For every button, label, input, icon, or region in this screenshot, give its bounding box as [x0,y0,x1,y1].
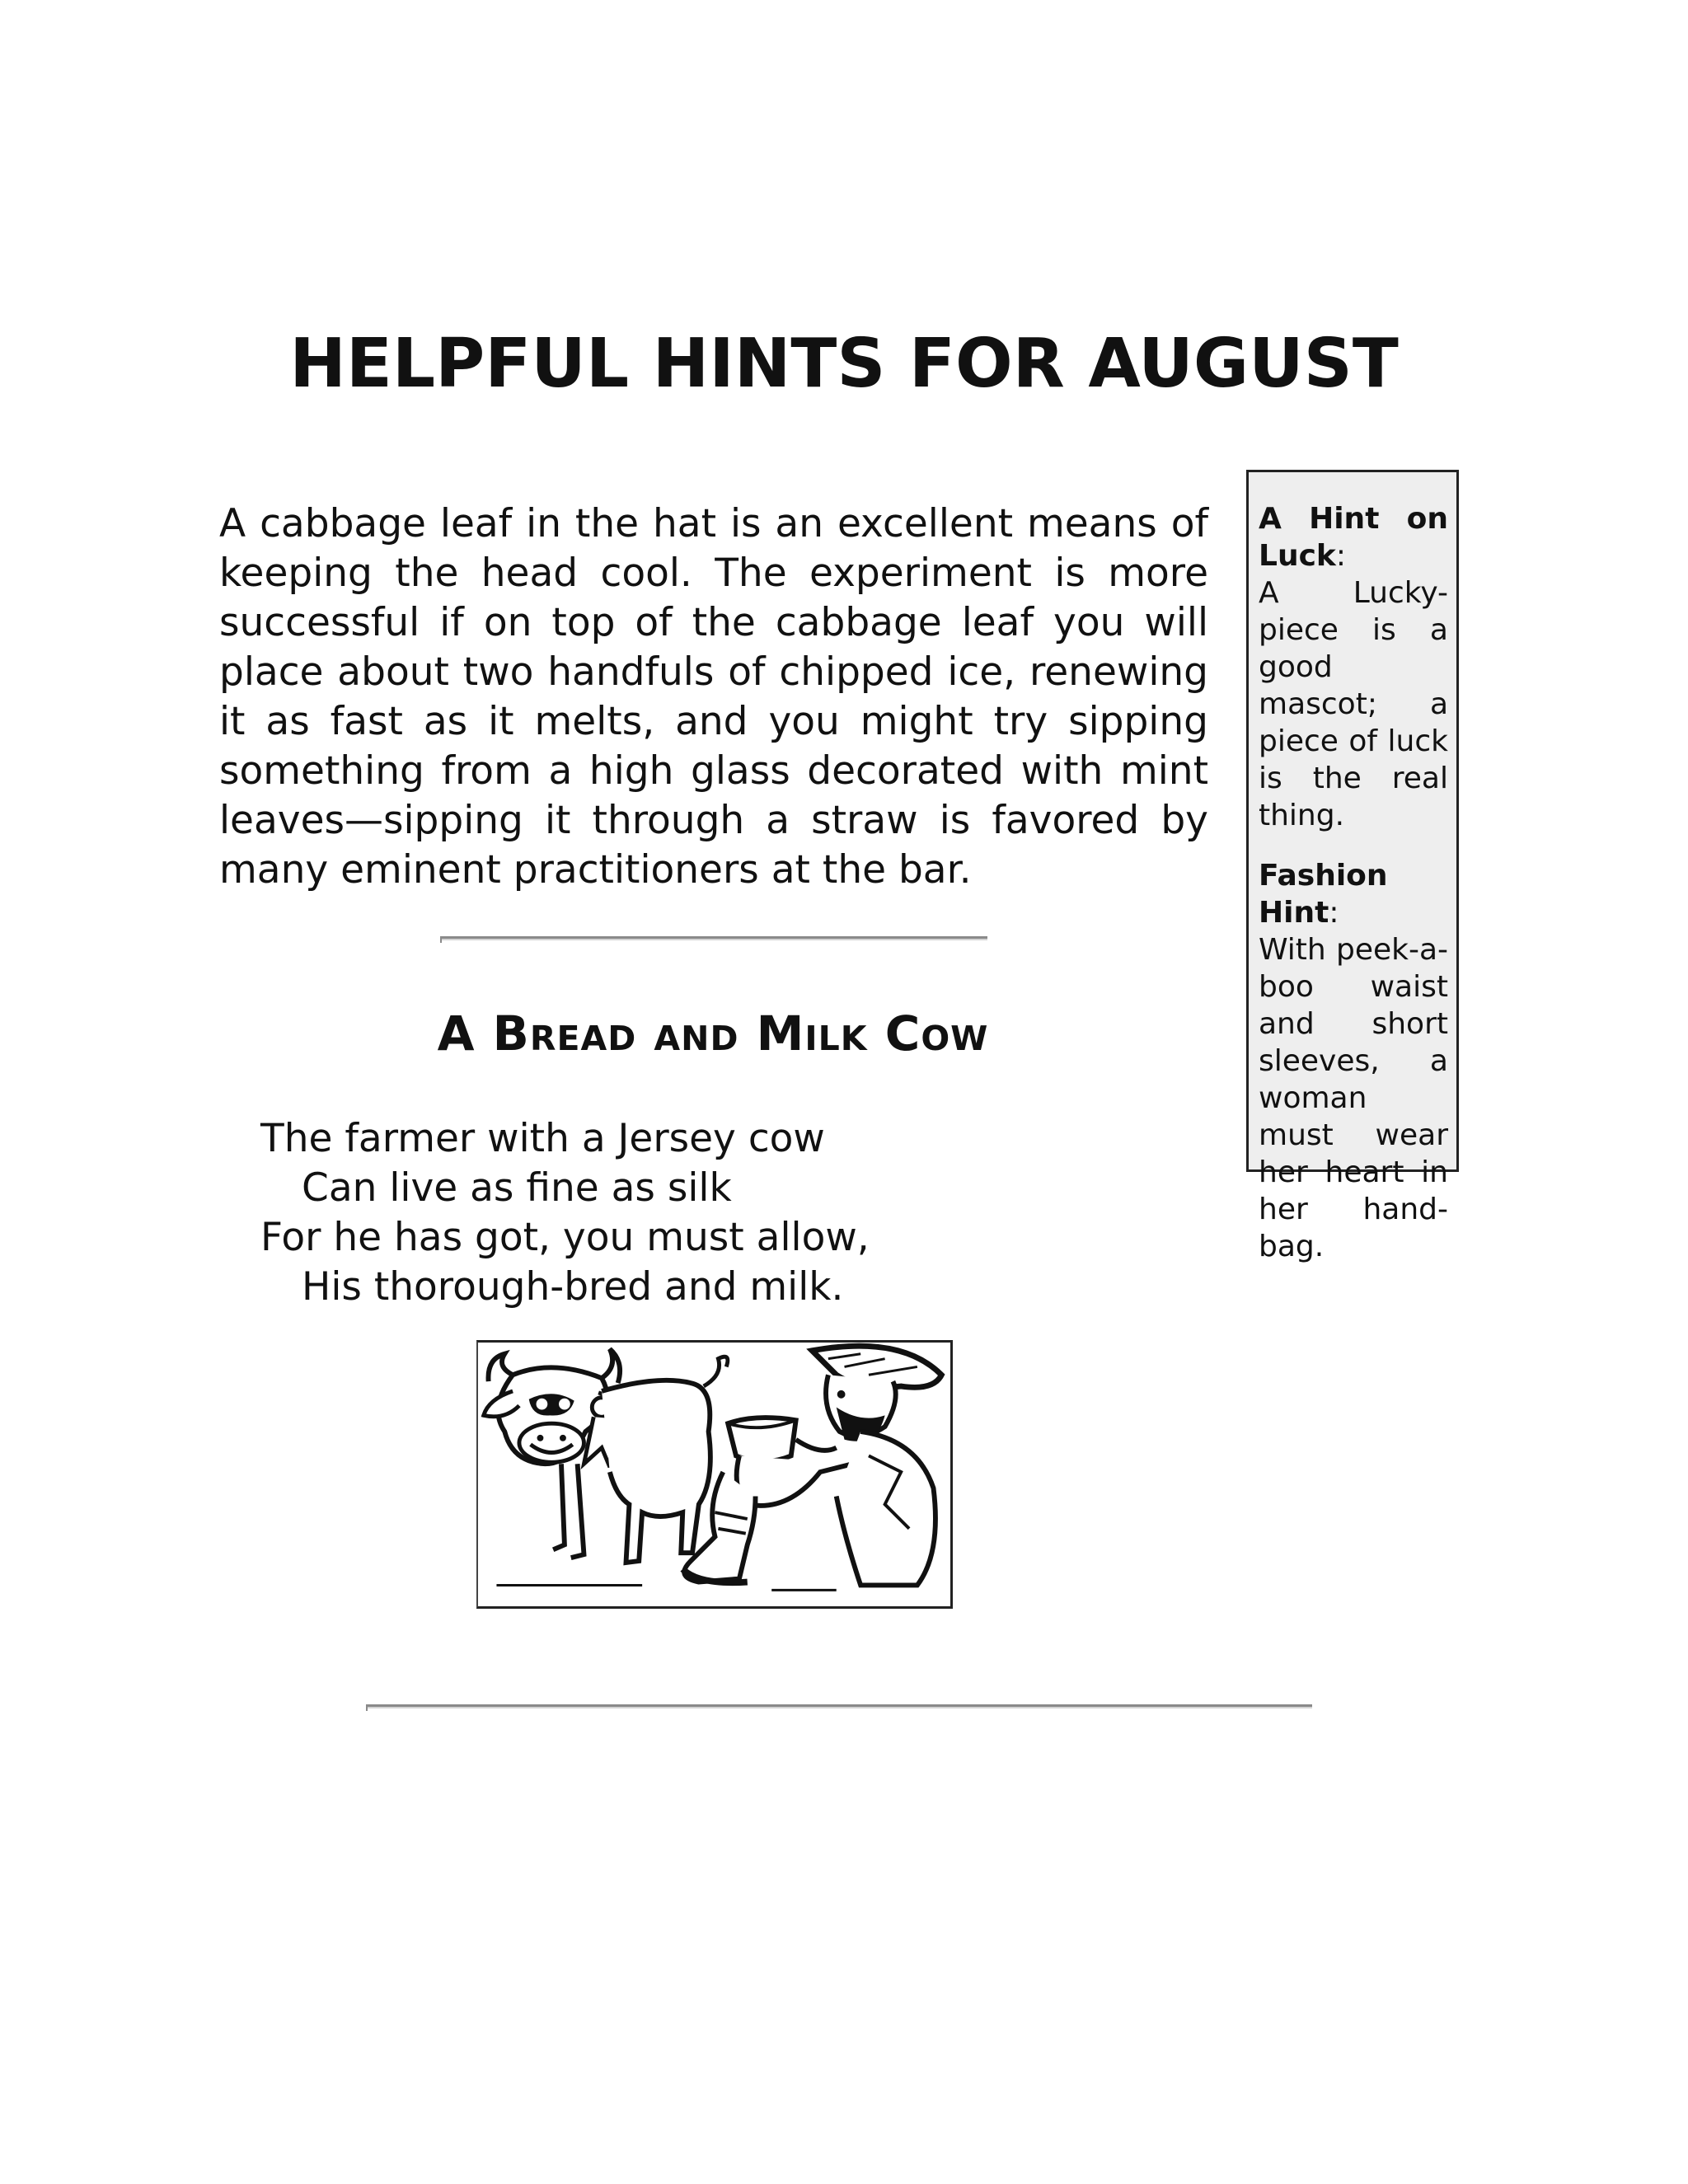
hint-heading-punct: : [1335,539,1346,573]
hint-heading-line: Luck [1259,539,1336,573]
hint-heading [1259,537,1448,574]
hint-text: With peek-a-boo waist and short sleeves, a woman must wear her heart in her hand-bag. [1259,933,1448,1263]
hint-heading-line: Fashion [1259,859,1388,893]
hint-heading-line: A Hint on [1259,502,1448,536]
bottom-divider [366,1704,1312,1708]
cow-and-farmer-drawing-icon [478,1343,950,1606]
page-title: HELPFUL HINTS FOR AUGUST [289,325,1399,403]
hint-text: A Lucky-piece is a good mascot; a piece of luck is the real thing. [1259,576,1448,832]
cow-and-farmer-illustration [476,1340,953,1609]
hint-fashion [1259,857,1448,1265]
hint-luck [1259,500,1448,834]
poem-line: Can live as fine as silk [302,1165,732,1211]
hint-heading [1259,857,1448,894]
poem-line: For he has got, you must allow, [260,1215,870,1260]
hint-heading-punct: : [1329,896,1339,930]
hint-heading-line: Hint [1259,896,1329,930]
poem-line: His thorough-bred and milk. [302,1264,844,1310]
hint-heading [1259,894,1448,931]
poem-line: The farmer with a Jersey cow [260,1116,825,1161]
poem [260,1114,1002,1312]
hint-heading [1259,500,1448,537]
hints-sidebar [1246,470,1459,1263]
poem-title: A Bread and Milk Cow [437,1005,989,1062]
intro-paragraph: A cabbage leaf in the hat is an excellent means of keeping the head cool. The experiment is more successful if on top of the cabbage leaf you will place about two handfuls of chipped ice, renewing it as fast as it melts, and you might try sipping something from a high glass decorated with mint leaves—sipping it through a straw is favored by many eminent practitioners at the bar. [219,501,1208,893]
section-divider [440,936,987,940]
